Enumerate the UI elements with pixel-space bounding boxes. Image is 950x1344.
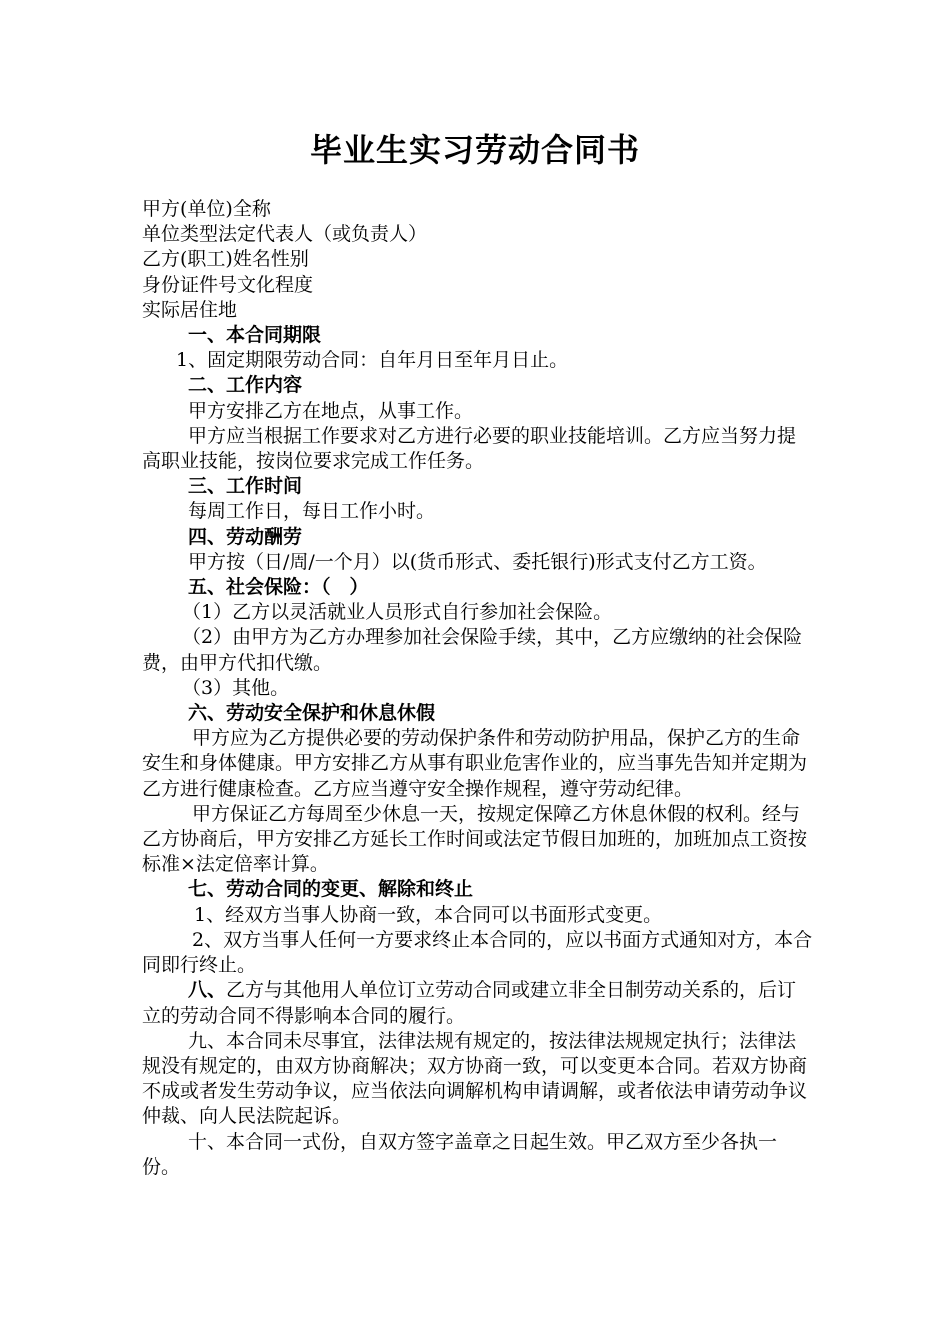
party-a-name-field: 甲方(单位)全称 — [142, 198, 271, 220]
section-heading-term: 一、本合同期限 — [188, 324, 322, 347]
section-heading-remuneration: 四、劳动酬劳 — [188, 525, 303, 548]
section-other-employment — [142, 978, 814, 1028]
insurance-option-1: （1）乙方以灵活就业人员形式自行参加社会保险。 — [182, 601, 613, 624]
section-effectiveness: 十、本合同一式份，自双方签字盖章之日起生效。甲乙双方至少各执一份。 — [142, 1130, 778, 1178]
work-location-clause: 甲方安排乙方在地点，从事工作。 — [188, 399, 474, 422]
other-employment-text: 乙方与其他用人单位订立劳动合同或建立非全日制劳动关系的，后订立的劳动合同不得影响本合同的履行。 — [142, 979, 797, 1027]
section-heading-change-termination: 七、劳动合同的变更、解除和终止 — [188, 878, 474, 901]
section-heading-work-content: 二、工作内容 — [188, 374, 303, 397]
insurance-option-2: （2）由甲方为乙方办理参加社会保险手续，其中，乙方应缴纳的社会保险费，由甲方代扣代缴。 — [142, 626, 803, 674]
document-title: 毕业生实习劳动合同书 — [309, 131, 640, 169]
section-label-eight: 八、 — [188, 979, 227, 1002]
section-heading-work-time: 三、工作时间 — [188, 475, 303, 498]
section-unresolved-matters: 九、本合同未尽事宜，法律法规有规定的，按法律法规规定执行；法律法规没有规定的，由双方协商解决；双方协商一致，可以变更本合同。若双方协商不成或者发生劳动争议，应当依法向调解机构申请调解，或者依法申请劳动争议仲裁、向人民法院起诉。 — [142, 1029, 808, 1128]
party-b-name-gender-field: 乙方(职工)姓名性别 — [142, 248, 309, 271]
rest-clause: 甲方保证乙方每周至少休息一天，按规定保障乙方休息休假的权利。经与乙方协商后，甲方安排乙方延长工作时间或法定节假日加班的，加班加点工资按标准×法定倍率计算。 — [142, 802, 808, 876]
residence-field: 实际居住地 — [142, 298, 238, 321]
change-clause: 1、经双方当事人协商一致，本合同可以书面形式变更。 — [194, 903, 663, 926]
termination-clause: 2、双方当事人任何一方要求终止本合同的，应以书面方式通知对方，本合同即行终止。 — [142, 928, 813, 977]
id-education-field: 身份证件号文化程度 — [142, 273, 314, 296]
remuneration-clause: 甲方按（日/周/一个月）以(货币形式、委托银行)形式支付乙方工资。 — [188, 550, 767, 573]
insurance-option-3: （3）其他。 — [182, 676, 290, 699]
term-clause: 1、固定期限劳动合同：自年月日至年月日止。 — [176, 349, 569, 372]
unit-type-representative-field: 单位类型法定代表人（或负责人） — [142, 223, 428, 246]
section-heading-safety-rest: 六、劳动安全保护和休息休假 — [188, 702, 436, 725]
safety-clause: 甲方应为乙方提供必要的劳动保护条件和劳动防护用品，保护乙方的生命安生和身体健康。甲方安排乙方从事有职业危害作业的，应当事先告知并定期为乙方进行健康检查。乙方应当遵守安全操作规程，遵守劳动纪律。 — [142, 727, 808, 800]
training-clause: 甲方应当根据工作要求对乙方进行必要的职业技能培训。乙方应当努力提高职业技能，按岗位要求完成工作任务。 — [142, 424, 797, 473]
section-heading-social-insurance: 五、社会保险：（ ） — [188, 576, 369, 599]
document-body — [142, 197, 814, 1180]
work-time-clause: 每周工作日，每日工作小时。 — [188, 500, 436, 523]
